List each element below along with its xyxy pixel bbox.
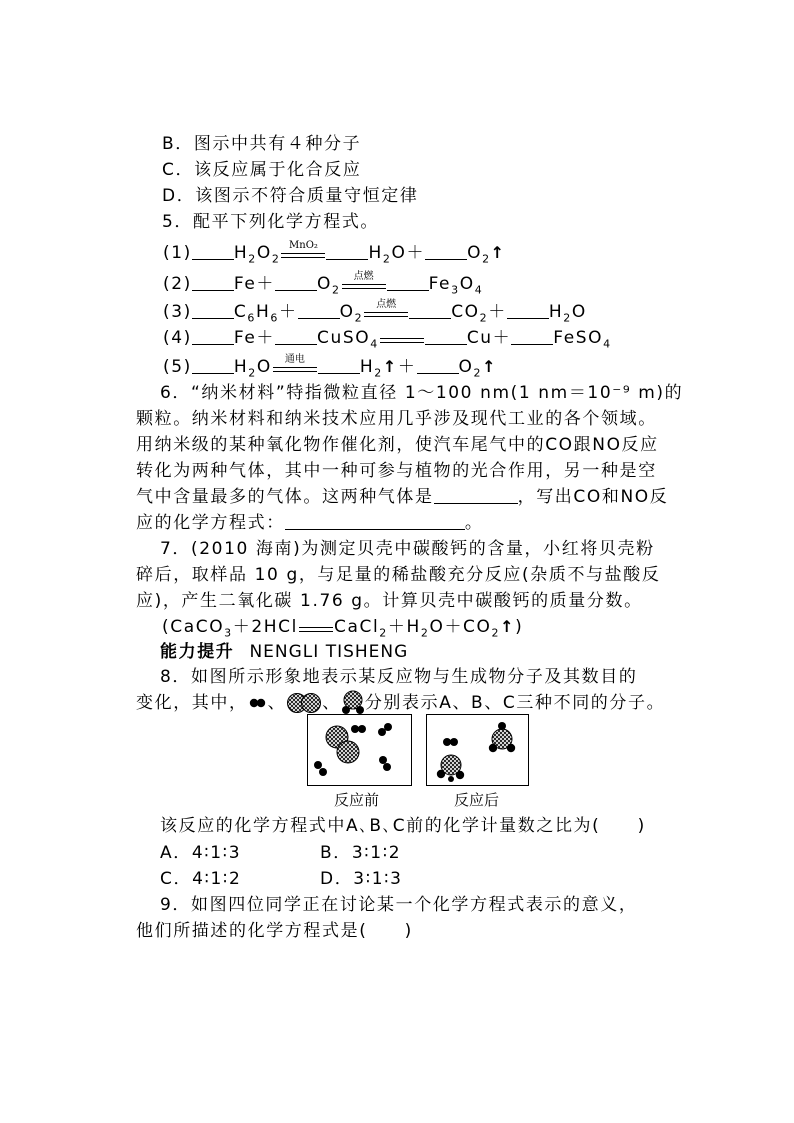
- q8-question: 该反应的化学方程式中A､B､C前的化学计量数之比为( ): [160, 816, 646, 836]
- q8-options-row-2: [160, 866, 403, 892]
- reaction-sign: [299, 617, 333, 635]
- q6-line-3: 用纳米级的某种氧化物作催化剂，使汽车尾气中的CO跟NO反应: [136, 435, 659, 455]
- eq5-condition: 通电: [284, 354, 305, 365]
- q5-title: 5．配平下列化学方程式。: [162, 212, 380, 232]
- answer-blank-gases[interactable]: [434, 486, 518, 504]
- equation-1: (1) $H_2O_2$ MnO₂ $H_2O+$ $O_2↑$: [163, 240, 506, 266]
- q8-line-2-text-end: 分别表示A、B、C三种不同的分子。: [364, 693, 666, 713]
- q6-line-1: 6．“纳米材料”特指微粒直径 1～100 nm(1 nm＝10⁻⁹ m)的: [160, 383, 684, 403]
- option-a[interactable]: A．4∶1∶3: [160, 843, 242, 863]
- after-reaction-box: [426, 714, 529, 786]
- molecule-a-icon: [248, 697, 268, 709]
- eq1-number: (1): [163, 243, 192, 263]
- reaction-sign: [281, 240, 325, 261]
- option-d[interactable]: D．3∶1∶3: [320, 869, 403, 889]
- blank[interactable]: [425, 242, 467, 260]
- blank[interactable]: [275, 327, 317, 345]
- after-reaction-diagram: [427, 715, 528, 785]
- blank[interactable]: [425, 327, 467, 345]
- q9-line-2: 他们所描述的化学方程式是( ): [136, 921, 413, 941]
- option-b: B．图示中共有４种分子: [162, 134, 362, 154]
- section-title: [160, 639, 408, 665]
- q8-line-1: 8．如图所示形象地表示某反应物与生成物分子及其数目的: [160, 667, 638, 687]
- blank[interactable]: [275, 273, 317, 291]
- option-c: C．该反应属于化合反应: [162, 160, 362, 180]
- blank[interactable]: [192, 273, 234, 291]
- reaction-sign: [364, 299, 408, 320]
- eq3-number: (3): [163, 302, 192, 322]
- blank[interactable]: [409, 301, 451, 319]
- reaction-sign: [380, 328, 424, 346]
- blank[interactable]: [511, 327, 553, 345]
- blank[interactable]: [326, 242, 368, 260]
- eq5-number: (5): [163, 357, 192, 377]
- blank[interactable]: [192, 327, 234, 345]
- molecule-b-icon: [286, 692, 322, 714]
- eq2-condition: 点燃: [353, 271, 374, 282]
- q6-line-5-text: 气中含量最多的气体。这两种气体是: [136, 487, 434, 507]
- blank[interactable]: [192, 301, 234, 319]
- reaction-sign: [342, 271, 386, 292]
- section-title-pinyin: NENGLI TISHENG: [249, 642, 409, 662]
- q8-line-2: [136, 690, 665, 716]
- q6-line-5: [136, 484, 668, 510]
- option-d: D．该图示不符合质量守恒定律: [162, 186, 419, 206]
- molecule-c-icon: [341, 690, 365, 716]
- blank[interactable]: [192, 242, 234, 260]
- blank[interactable]: [507, 301, 549, 319]
- eq2-number: (2): [163, 274, 192, 294]
- reaction-sign: [273, 354, 317, 375]
- q7-line-3: 应)，产生二氧化碳 1.76 g。计算贝壳中碳酸钙的质量分数。: [136, 591, 643, 611]
- answer-blank-equation[interactable]: [285, 512, 465, 530]
- separator: 、: [322, 693, 341, 713]
- section-title-cn: 能力提升: [160, 642, 235, 662]
- caption-after: 反应后: [454, 791, 500, 809]
- caption-before: 反应前: [334, 791, 380, 809]
- eq3-condition: 点燃: [376, 299, 397, 310]
- q7-line-1: 7．(2010 海南)为测定贝壳中碳酸钙的含量，小红将贝壳粉: [160, 539, 655, 559]
- before-reaction-box: [307, 714, 412, 786]
- before-reaction-diagram: [308, 715, 411, 785]
- q7-line-2: 碎后，取样品 10 g，与足量的稀盐酸充分反应(杂质不与盐酸反: [136, 565, 661, 585]
- q8-options-row-1: [160, 840, 401, 866]
- q8-line-2-text: 变化，其中，: [136, 693, 248, 713]
- equation-5: (5) $H_2O$ 通电 $H_2↑+$ $O_2↑$: [163, 354, 497, 380]
- q6-line-6: 应的化学方程式： 。: [136, 513, 484, 533]
- blank[interactable]: [318, 356, 360, 374]
- q6-line-6-text: 应的化学方程式：: [136, 513, 285, 533]
- gas-arrow-icon: ↑: [490, 243, 506, 262]
- option-c[interactable]: C．4∶1∶2: [160, 869, 242, 889]
- gas-arrow-icon: ↑: [382, 357, 398, 376]
- equation-2: (2) $Fe+ O_2$ 点燃 $Fe_3O_4$: [163, 271, 483, 297]
- blank[interactable]: [387, 273, 429, 291]
- equation-3: (3) $C_6H_6+ O_2$ 点燃 $CO_2+ H_2O$: [163, 299, 587, 325]
- gas-arrow-icon: ↑: [482, 357, 498, 376]
- q9-line-1: 9．如图四位同学正在讨论某一个化学方程式表示的意义，: [160, 895, 638, 915]
- gas-arrow-icon: ↑: [500, 617, 516, 636]
- separator: 、: [267, 693, 287, 713]
- eq1-condition: MnO₂: [289, 240, 318, 251]
- q6-line-4: 转化为两种气体，其中一种可参与植物的光合作用，另一种是空: [136, 461, 657, 481]
- blank[interactable]: [298, 301, 340, 319]
- blank[interactable]: [192, 356, 234, 374]
- option-b[interactable]: B．3∶1∶2: [320, 843, 402, 863]
- blank[interactable]: [417, 356, 459, 374]
- q7-equation: (CaCO$_3$＋2HCl $CaCl_2+H_2O+CO_2↑$): [162, 617, 524, 640]
- q6-line-5-text-end: ，写出CO和NO反: [517, 487, 669, 507]
- eq4-number: (4): [163, 328, 192, 348]
- q6-line-2: 颗粒。纳米材料和纳米技术应用几乎涉及现代工业的各个领域。: [136, 409, 657, 429]
- equation-4: (4) Fe＋ CuSO$_4$ Cu＋ FeSO$_4$: [163, 328, 612, 351]
